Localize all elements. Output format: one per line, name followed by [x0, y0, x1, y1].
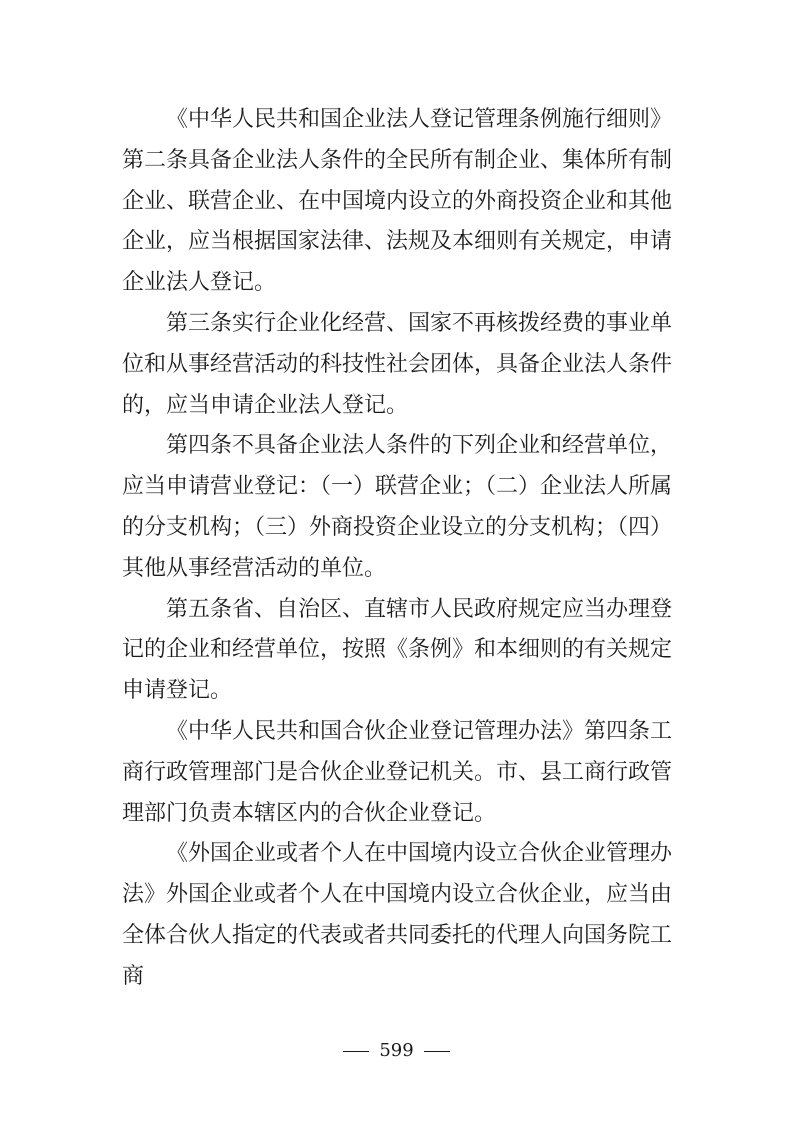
footer-dash-right: [424, 1051, 450, 1052]
page-number: 599: [379, 1040, 414, 1061]
page-footer: [0, 1040, 793, 1061]
page-body: [122, 100, 672, 998]
paragraph-1: 《中华人民共和国企业法人登记管理条例施行细则》第二条具备企业法人条件的全民所有制企业、集体所有制企业、联营企业、在中国境内设立的外商投资企业和其他企业，应当根据国家法律、法规及本细则有关规定，申请企业法人登记。: [122, 107, 673, 296]
paragraph-5: 《中华人民共和国合伙企业登记管理办法》第四条工商行政管理部门是合伙企业登记机关。市、县工商行政管理部门负责本辖区内的合伙企业登记。: [122, 718, 673, 826]
paragraph-3: 第四条不具备企业法人条件的下列企业和经营单位，应当申请营业登记：（一）联营企业；（二）企业法人所属的分支机构；（三）外商投资企业设立的分支机构；（四）其他从事经营活动的单位。: [122, 433, 673, 581]
footer-dash-left: [343, 1051, 369, 1052]
paragraph-2: 第三条实行企业化经营、国家不再核拨经费的事业单位和从事经营活动的科技性社会团体，具备企业法人条件的，应当申请企业法人登记。: [122, 310, 673, 418]
paragraph-6: 《外国企业或者个人在中国境内设立合伙企业管理办法》外国企业或者个人在中国境内设立合伙企业，应当由全体合伙人指定的代表或者共同委托的代理人向国务院工商: [122, 841, 673, 989]
paragraph-4: 第五条省、自治区、直辖市人民政府规定应当办理登记的企业和经营单位，按照《条例》和本细则的有关规定申请登记。: [122, 596, 673, 704]
